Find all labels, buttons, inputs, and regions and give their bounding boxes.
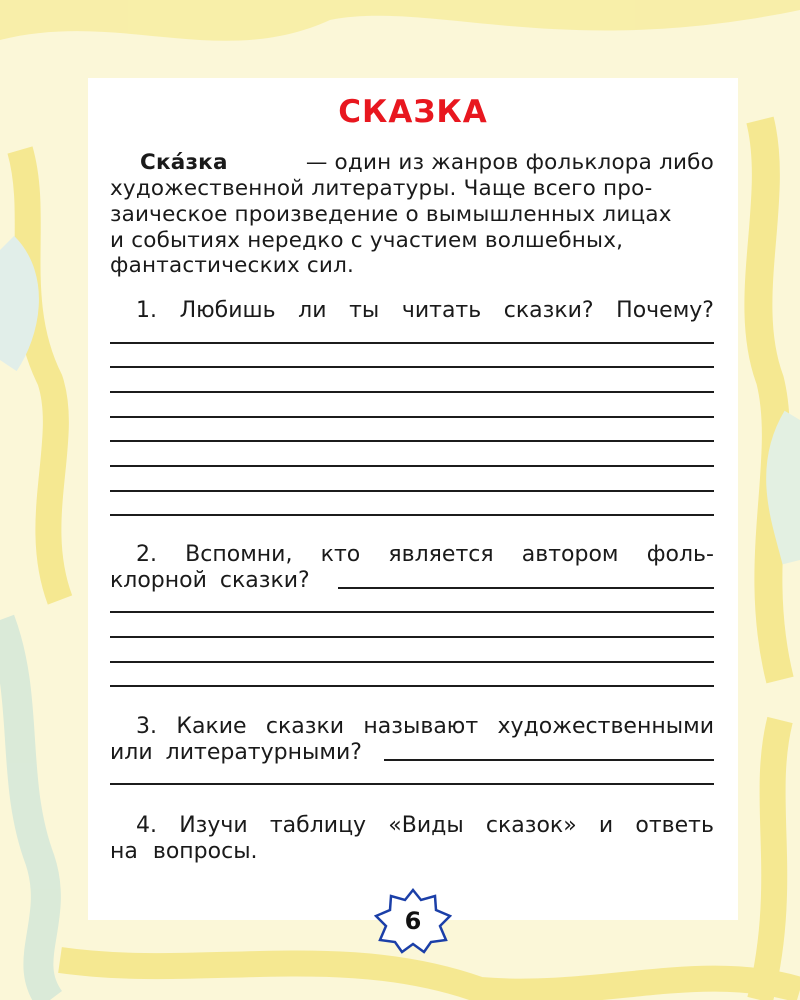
question-word: сказки [265,714,345,739]
answer-line[interactable] [110,636,714,638]
definition-line-3: заическое произведение о вымышленных лицах [110,202,672,227]
question-word: сказки? [503,298,594,323]
question-word: сказок» [485,813,577,838]
definition-term: Ска́зка [140,150,228,175]
question-word: автором [521,542,619,567]
question-3-line-2: или литературными? [110,740,362,765]
answer-line[interactable] [384,759,714,761]
question-word: фоль- [646,542,714,567]
answer-line[interactable] [110,514,714,516]
question-word: Изучи [179,813,248,838]
answer-line[interactable] [110,440,714,442]
answer-line[interactable] [110,783,714,785]
definition-line-2: художественной литературы. Чаще всего про- [110,176,653,201]
page-title: СКАЗКА [338,94,488,130]
question-word: художественными [497,714,714,739]
question-number: 1. [136,298,157,323]
question-1 [136,298,714,324]
page-number-badge [374,888,452,954]
question-2 [136,542,714,568]
answer-line[interactable] [338,587,714,589]
definition-line-5: фантастических сил. [110,253,355,278]
definition-line-1-rest: — один из жанров фольклора либо [305,150,714,175]
answer-line[interactable] [110,465,714,467]
question-word: «Виды [388,813,464,838]
question-4 [136,813,714,839]
answer-line[interactable] [110,342,714,344]
question-number: 2. [136,542,157,567]
answer-line[interactable] [110,366,714,368]
question-3 [136,714,714,740]
definition-line-1 [140,150,714,176]
question-word: Вспомни, [185,542,293,567]
answer-line[interactable] [110,490,714,492]
question-word: Почему? [616,298,714,323]
question-number: 3. [136,714,157,739]
question-word: кто [320,542,361,567]
question-word: читать [401,298,482,323]
answer-line[interactable] [110,685,714,687]
question-4-line-2: на вопросы. [110,839,258,864]
question-word: Какие [176,714,247,739]
question-2-line-2: клорной сказки? [110,568,310,593]
answer-line[interactable] [110,661,714,663]
answer-line[interactable] [110,391,714,393]
question-word: таблицу [269,813,367,838]
question-word: Любишь [179,298,276,323]
question-word: и [598,813,614,838]
question-word: ответь [635,813,714,838]
answer-line[interactable] [110,611,714,613]
question-word: ты [349,298,380,323]
question-word: называют [363,714,479,739]
definition-line-4: и событиях нередко с участием волшебных, [110,228,624,253]
question-number: 4. [136,813,157,838]
question-word: ли [298,298,327,323]
answer-line[interactable] [110,416,714,418]
question-word: является [388,542,494,567]
page-number: 6 [404,907,422,935]
